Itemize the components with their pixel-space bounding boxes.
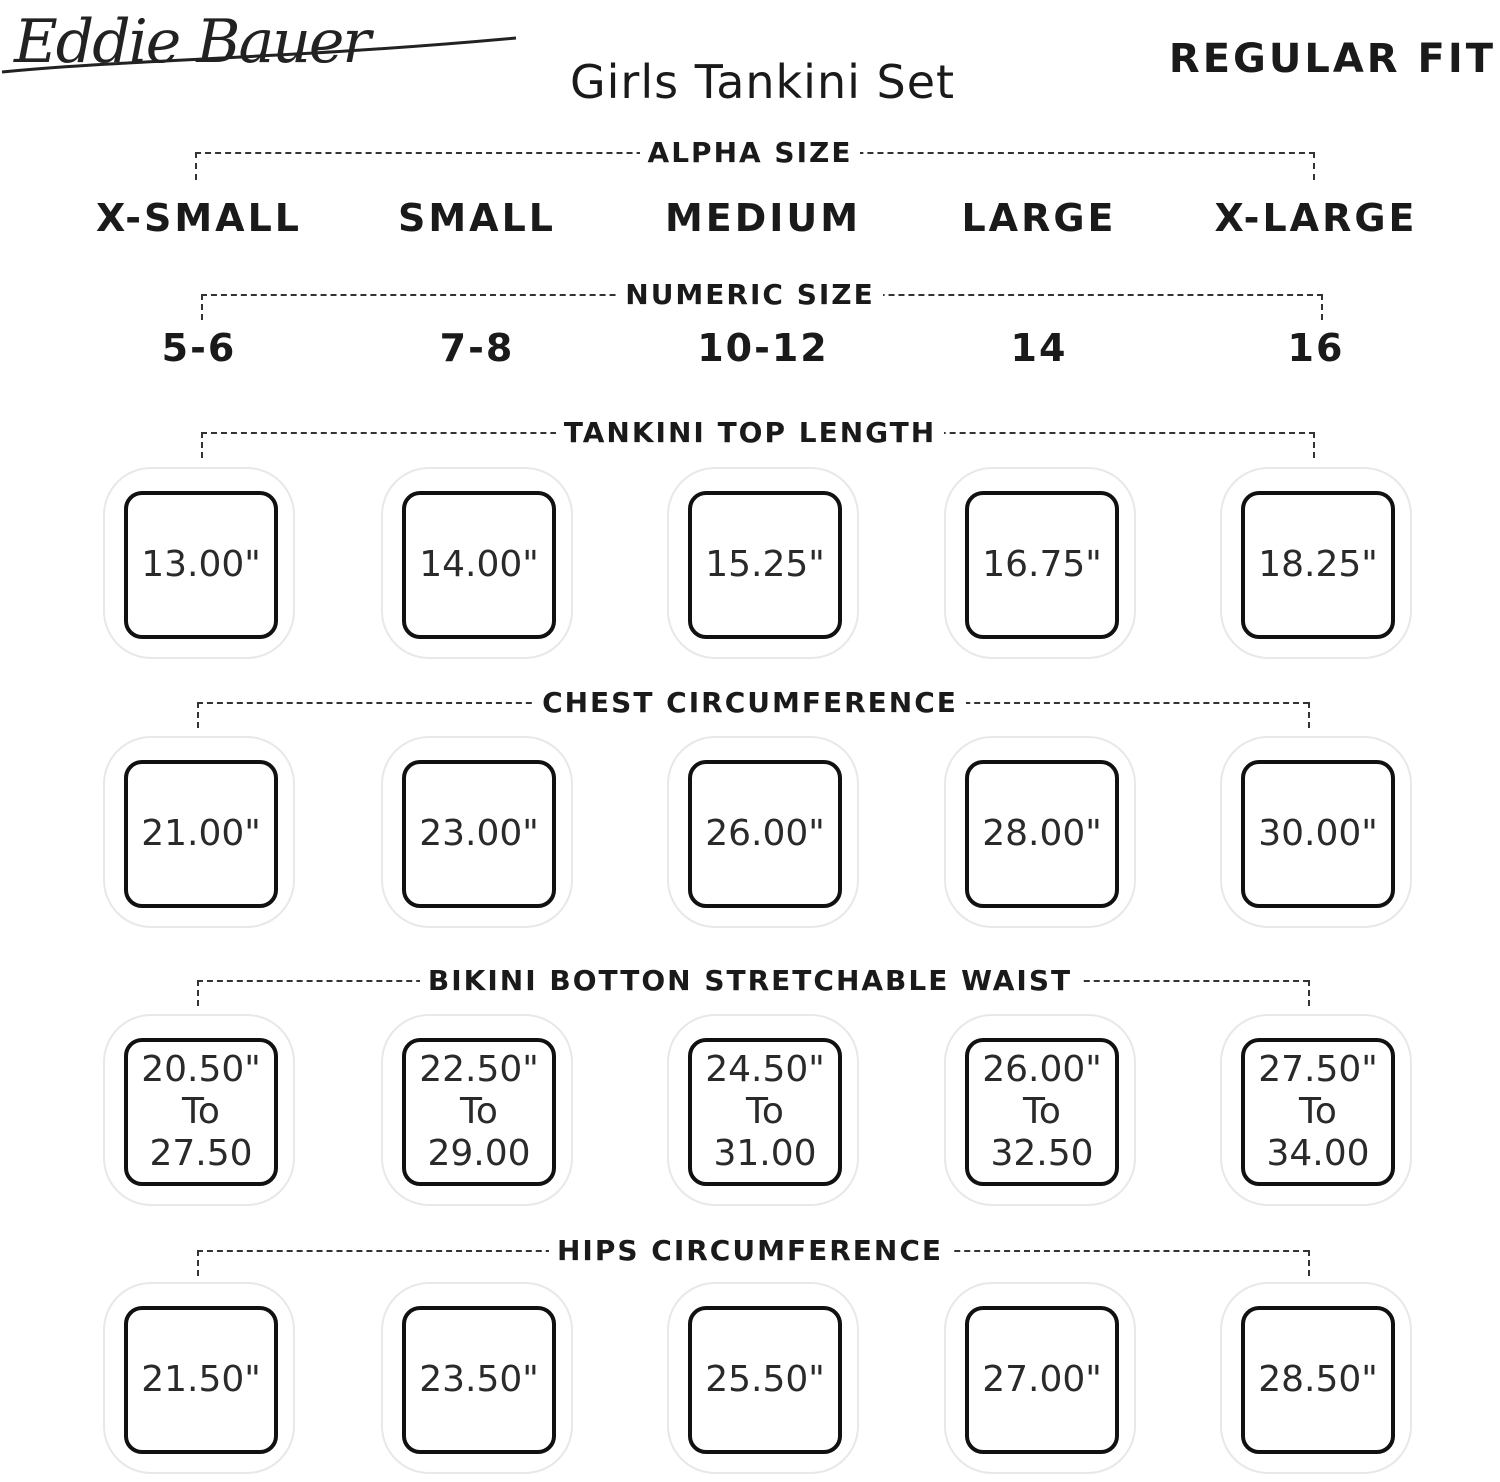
alpha-size-cell: X-SMALL [96,196,302,240]
bikini-waist-label: BIKINI BOTTON STRETCHABLE WAIST [420,964,1080,997]
measurement-value: 25.50" [688,1306,842,1454]
alpha-size-row [0,196,1500,246]
alpha-size-cell: MEDIUM [664,196,862,240]
alpha-size-header [0,136,1500,176]
measurement-value: 26.00" [688,760,842,908]
hips-circumference-label: HIPS CIRCUMFERENCE [549,1234,951,1267]
measurement-box [667,736,859,928]
measurement-box [103,467,295,659]
measurement-box [103,736,295,928]
measurement-box [944,736,1136,928]
measurement-box [1220,736,1412,928]
bikini-waist-row [0,1014,1500,1214]
chest-circumference-label: CHEST CIRCUMFERENCE [534,686,966,719]
measurement-box [667,467,859,659]
alpha-size-cell: SMALL [397,196,557,240]
measurement-value: 23.00" [402,760,556,908]
measurement-box [1220,1014,1412,1206]
tankini-top-length-row [0,467,1500,667]
numeric-size-cell: 16 [1287,326,1345,370]
alpha-size-label: ALPHA SIZE [640,136,861,169]
numeric-size-label: NUMERIC SIZE [617,278,882,311]
measurement-box [103,1014,295,1206]
measurement-box [381,736,573,928]
measurement-box [667,1282,859,1474]
measurement-value: 28.50" [1241,1306,1395,1454]
tankini-top-length-label: TANKINI TOP LENGTH [556,416,944,449]
hips-circumference-row [0,1282,1500,1482]
measurement-box [944,467,1136,659]
measurement-value: 26.00" To 32.50 [965,1038,1119,1186]
eddie-bauer-logo [0,0,520,80]
numeric-size-cell: 14 [1010,326,1068,370]
numeric-size-cell: 7-8 [439,326,515,370]
measurement-value: 28.00" [965,760,1119,908]
measurement-value: 23.50" [402,1306,556,1454]
measurement-box [944,1282,1136,1474]
measurement-box [381,1282,573,1474]
measurement-box [103,1282,295,1474]
measurement-value: 21.00" [124,760,278,908]
measurement-value: 20.50" To 27.50 [124,1038,278,1186]
fit-label: REGULAR FIT [1168,36,1496,82]
alpha-size-cell: X-LARGE [1214,196,1418,240]
measurement-value: 27.50" To 34.00 [1241,1038,1395,1186]
page-title: Girls Tankini Set [570,55,956,109]
measurement-value: 22.50" To 29.00 [402,1038,556,1186]
alpha-size-cell: LARGE [961,196,1117,240]
measurement-value: 13.00" [124,491,278,639]
measurement-value: 21.50" [124,1306,278,1454]
numeric-size-row [0,326,1500,376]
numeric-size-cell: 5-6 [161,326,237,370]
numeric-size-cell: 10-12 [697,326,829,370]
measurement-value: 15.25" [688,491,842,639]
measurement-box [1220,1282,1412,1474]
chest-circumference-row [0,736,1500,936]
measurement-box [1220,467,1412,659]
chest-circumference-header [0,684,1500,724]
measurement-box [381,1014,573,1206]
measurement-box [667,1014,859,1206]
tankini-top-length-header [0,414,1500,454]
measurement-box [381,467,573,659]
measurement-box [944,1014,1136,1206]
measurement-value: 27.00" [965,1306,1119,1454]
measurement-value: 24.50" To 31.00 [688,1038,842,1186]
hips-circumference-header [0,1232,1500,1272]
numeric-size-header [0,276,1500,316]
measurement-value: 16.75" [965,491,1119,639]
measurement-value: 14.00" [402,491,556,639]
bikini-waist-header [0,962,1500,1002]
measurement-value: 18.25" [1241,491,1395,639]
measurement-value: 30.00" [1241,760,1395,908]
svg-text:Eddie Bauer: Eddie Bauer [14,7,370,77]
